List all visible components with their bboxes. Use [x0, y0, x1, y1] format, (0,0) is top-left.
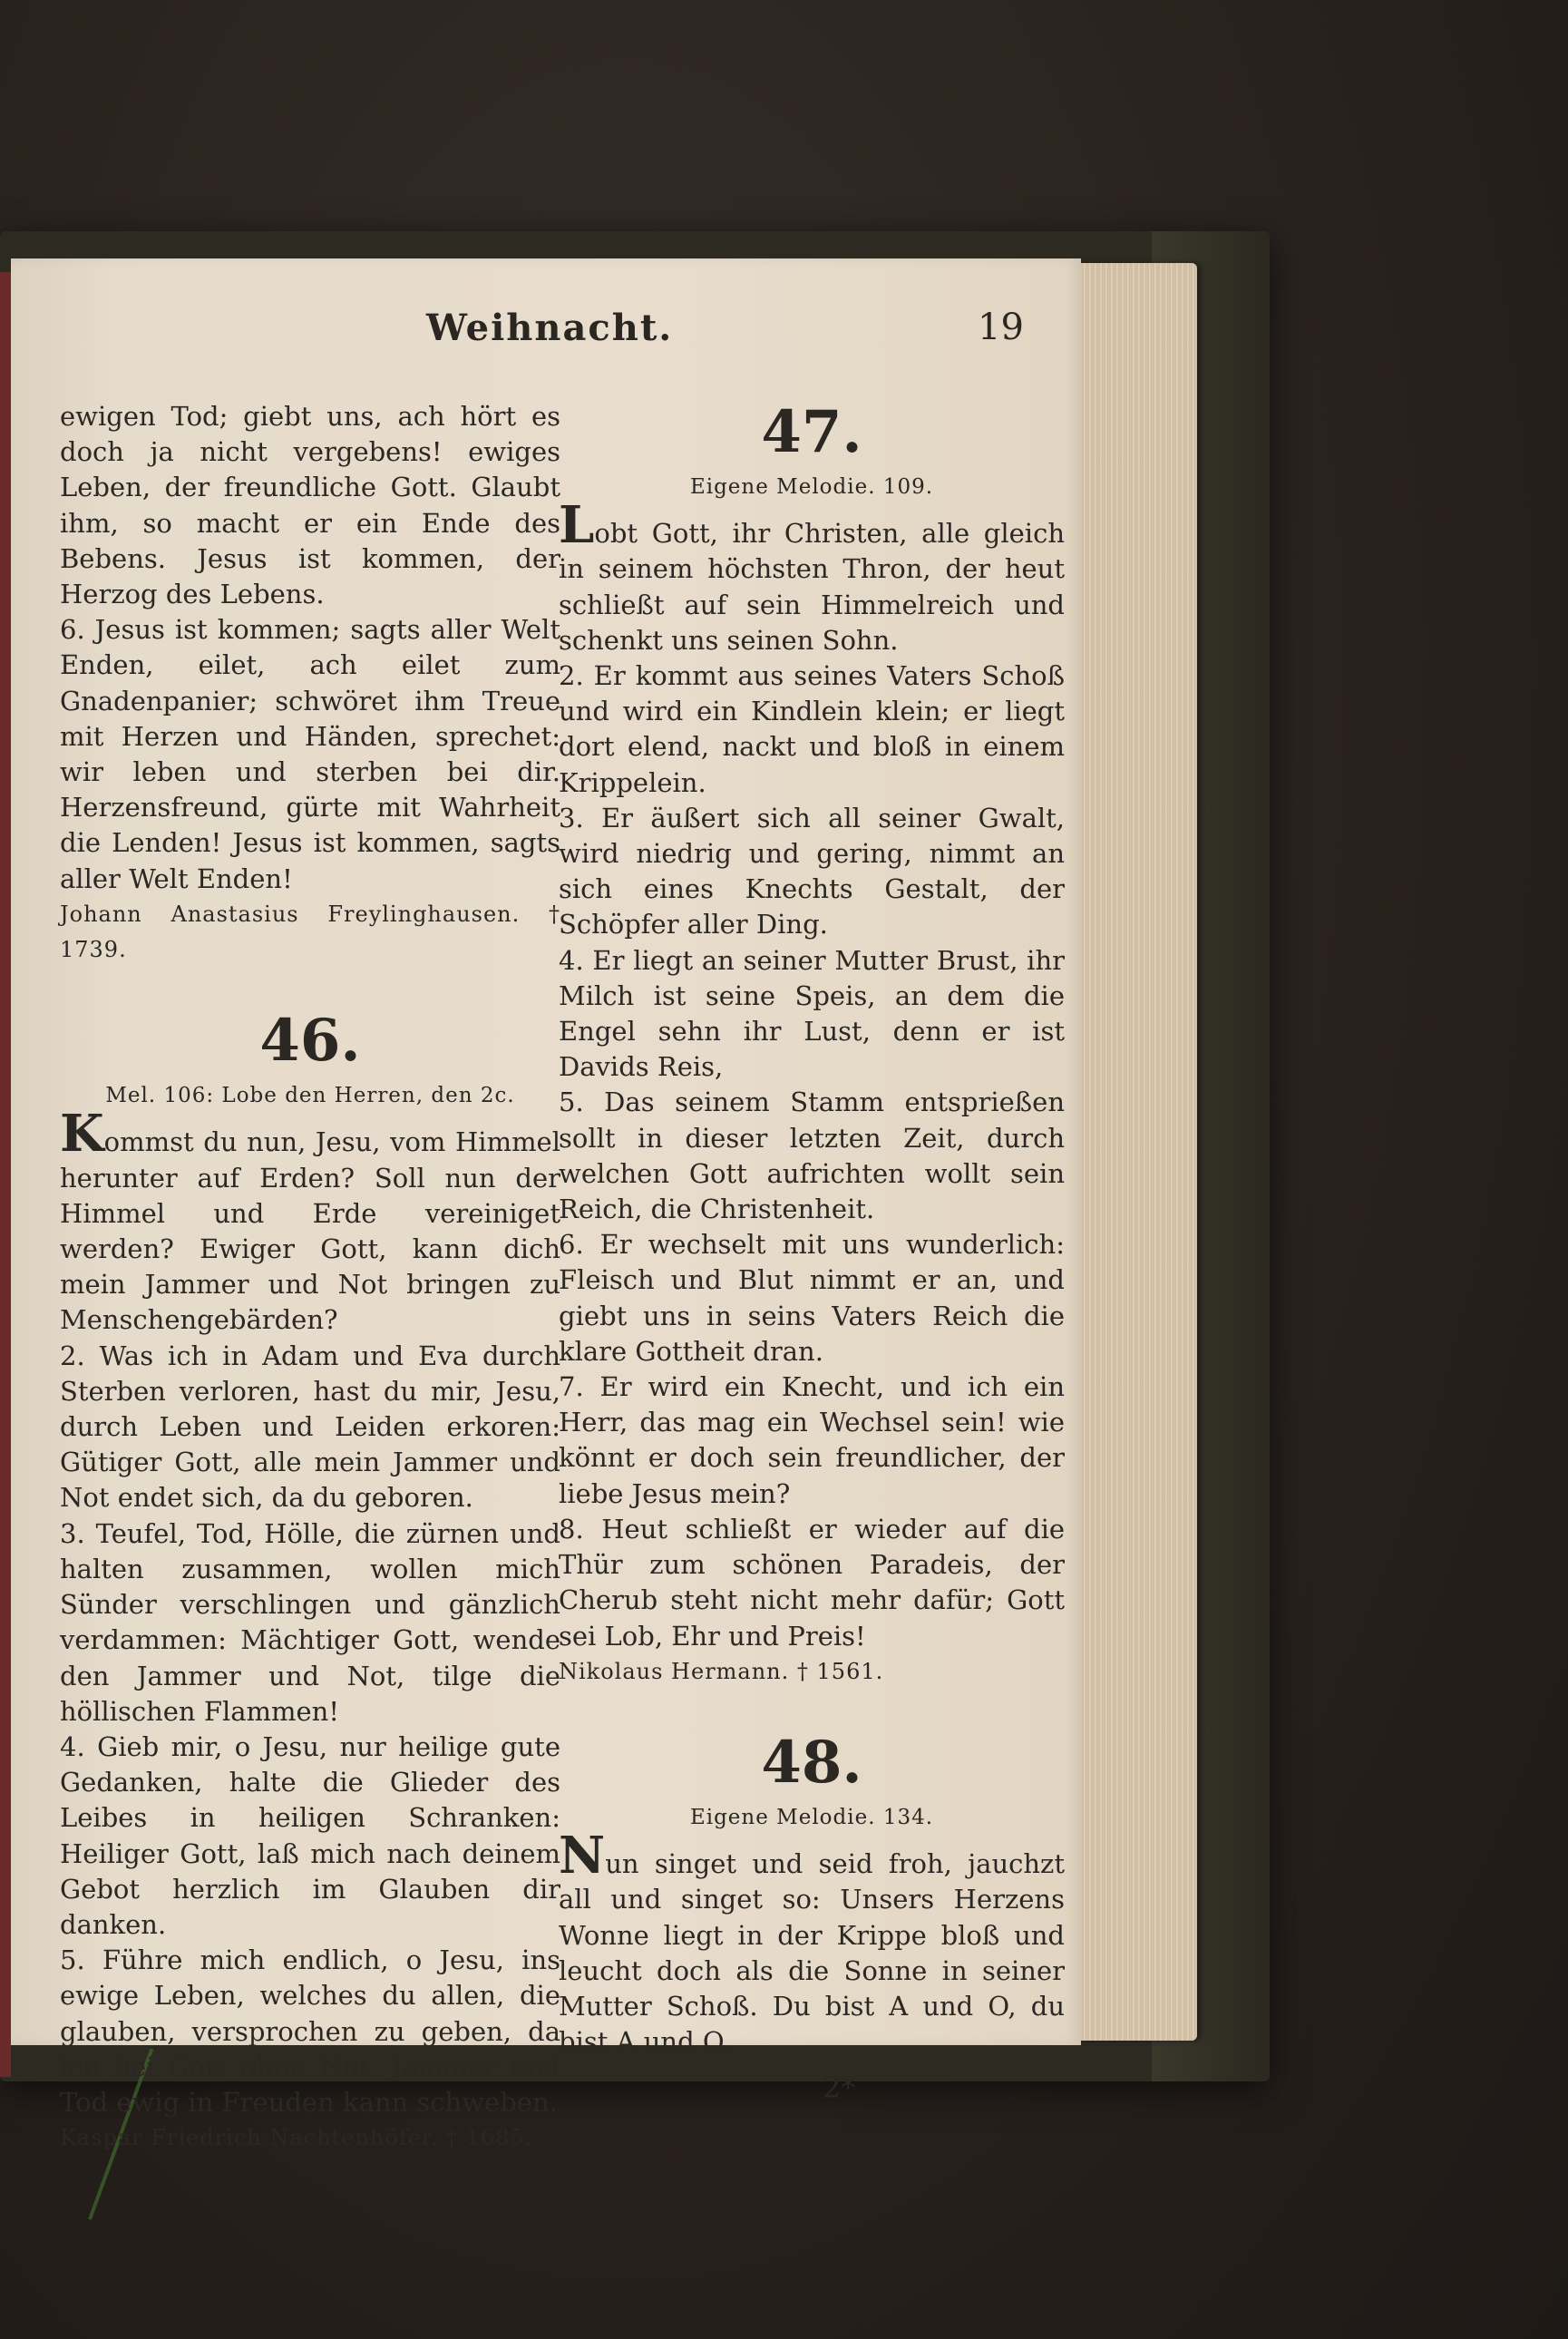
left-column [60, 399, 560, 2156]
hymn-melody: Mel. 106: Lobe den Herren, den 2c. [105, 1084, 515, 1108]
hymn-author: Nikolaus Hermann. † 1561. [559, 1658, 884, 1684]
verse-text: ewigen Tod; giebt uns, ach hört es doch ja nicht vergebens! ewiges Leben, der freundliche Gott. Glaubt ihm, so macht er ein Ende des Bebens. Jesus ist kommen, der Herzog des Lebens. [60, 401, 560, 610]
verse-text: 5. Führe mich endlich, o Jesu, ins ewige Leben, welches du allen, die glauben, versprochen zu geben, da ich bei Gott ohne Not, Jammer und Tod ewig in Freuden kann schweben. [60, 1944, 560, 2118]
running-head: Weihnacht. [426, 307, 674, 349]
drop-initial: L [559, 495, 595, 556]
verse-text: 2. Er kommt aus seines Vaters Schoß und wird ein Kindlein klein; er liegt dort elend, nackt und bloß in einem Krippelein. [559, 660, 1065, 798]
verse-text: 3. Teufel, Tod, Hölle, die zürnen und halten zusammen, wollen mich Sünder verschlingen und gänzlich verdammen: Mächtiger Gott, wende den Jammer und Not, tilge die höllischen Flammen! [60, 1517, 560, 1727]
verse-text: 7. Er wird ein Knecht, und ich ein Herr, das mag ein Wechsel sein! wie könnt er doch sein freundlicher, der liebe Jesus mein? [559, 1371, 1065, 1509]
page-number: 19 [978, 307, 1024, 348]
verse-text: 3. Er äußert sich all seiner Gwalt, wird niedrig und gering, nimmt an sich eines Knechts Gestalt, der Schöpfer aller Ding. [559, 802, 1065, 940]
verse-text: 2. Was ich in Adam und Eva durch Sterben verloren, hast du mir, Jesu, durch Leben und Leiden erkoren: Gütiger Gott, alle mein Jammer und Not endet sich, da du geboren. [60, 1340, 560, 1514]
verse-text: ommst du nun, Jesu, vom Himmel herunter auf Erden? Soll nun der Himmel und Erde vereiniget werden? Ewiger Gott, kann dich mein Jammer und Not bringen zu Menschengebärden? [60, 1126, 560, 1336]
verse-text: 8. Heut schließt er wieder auf die Thür zum schönen Paradeis, der Cherub steht nicht mehr dafür; Gott sei Lob, Ehr und Preis! [559, 1513, 1065, 1652]
signature-mark: 2* [822, 2071, 856, 2106]
hymn-melody: Eigene Melodie. 134. [689, 1805, 934, 1829]
hymn-author: Kaspar Friedrich Nachtenhöfer. † 1685. [60, 2125, 533, 2151]
verse-text: 5. Das seinem Stamm entsprießen sollt in dieser letzten Zeit, durch welchen Gott aufrichten wollt sein Reich, die Christenheit. [559, 1087, 1065, 1225]
verse-text: un singet und seid froh, jauchzt all und singet so: Unsers Herzens Wonne liegt in der Krippe bloß und leucht doch als die Sonne in seiner Mutter Schoß. Du bist A und O, du bist A und O. [559, 1848, 1065, 2058]
page-edges [1070, 263, 1197, 2041]
right-column [559, 399, 1065, 2107]
verse-text: 4. Gieb mir, o Jesu, nur heilige gute Gedanken, halte die Glieder des Leibes in heiligen Schranken: Heiliger Gott, laß mich nach deinem Gebot herzlich im Glauben dir danken. [60, 1730, 560, 1940]
spine-strip [0, 272, 11, 2077]
hymn-number: 46. [259, 1007, 361, 1076]
verse-text: obt Gott, ihr Christen, alle gleich in seinem höchsten Thron, der heut schließt auf sein Himmelreich und schenkt uns seinen Sohn. [559, 518, 1065, 656]
hymn-author: Johann Anastasius Freylinghausen. † 1739. [60, 901, 560, 963]
drop-initial: N [559, 1826, 606, 1886]
first-verse [559, 495, 1065, 658]
hymn-melody: Eigene Melodie. 109. [689, 475, 934, 499]
hymn-number: 47. [761, 398, 862, 466]
verse-text: 6. Er wechselt mit uns wunderlich: Fleisch und Blut nimmt er an, und giebt uns in seins Vaters Reich die klare Gottheit dran. [559, 1229, 1065, 1367]
first-verse [559, 1826, 1065, 2060]
drop-initial: K [60, 1104, 104, 1165]
verse-text: 6. Jesus ist kommen; sagts aller Welt Enden, eilet, ach eilet zum Gnadenpanier; schwöret ihm Treue mit Herzen und Händen, sprechet: wir leben und sterben bei dir. Herzensfreund, gürte mit Wahrheit die Lenden! Jesus ist kommen, sagts aller Welt Enden! [60, 614, 560, 894]
first-verse [60, 1104, 560, 1338]
hymn-number: 48. [761, 1728, 862, 1797]
verse-text: 4. Er liegt an seiner Mutter Brust, ihr Milch ist seine Speis, an dem die Engel sehn ihr Lust, denn er ist Davids Reis, [559, 944, 1065, 1083]
